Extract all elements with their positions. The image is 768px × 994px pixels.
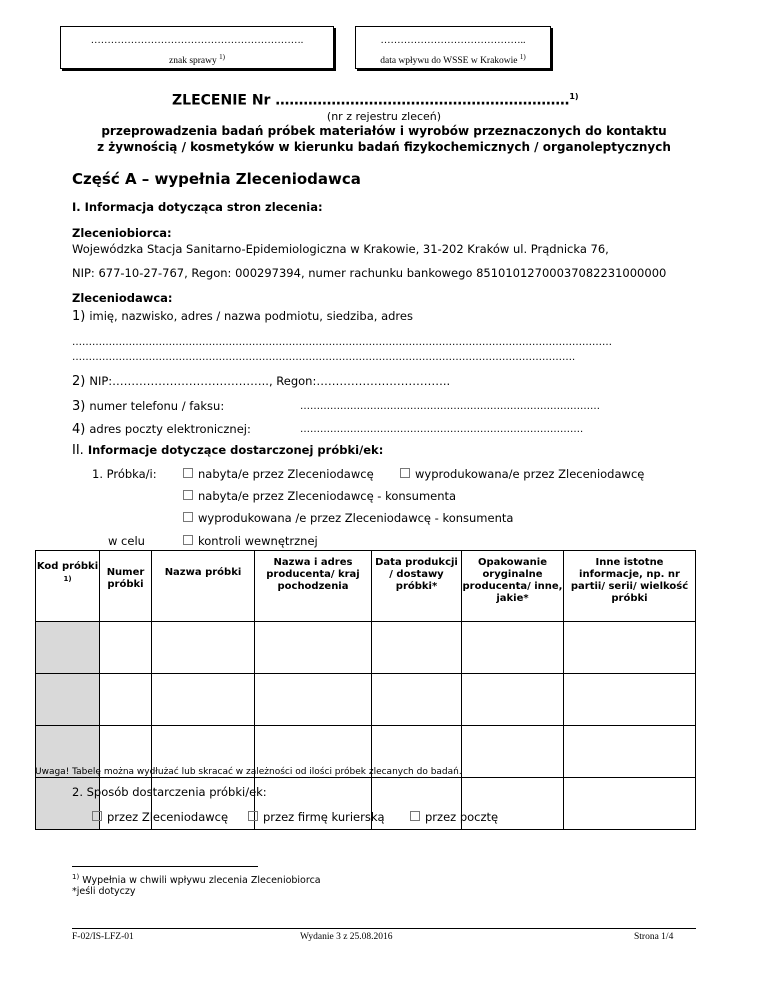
header-sample-name: Nazwa próbki xyxy=(152,551,255,622)
footer-page-number: Strona 1/4 xyxy=(634,932,674,942)
checkbox[interactable] xyxy=(183,490,193,500)
recipient-label: Zleceniobiorca: xyxy=(72,226,172,240)
table-cell[interactable] xyxy=(372,622,462,674)
option-purchased-by-consumer[interactable]: nabyta/e przez Zleceniodawcę - konsumenta xyxy=(183,489,456,503)
order-subtitle-2: z żywnością / kosmetyków w kierunku badań fizykochemicznych / organoleptycznych xyxy=(97,140,671,154)
table-cell[interactable] xyxy=(152,674,255,726)
table-cell[interactable] xyxy=(255,622,372,674)
table-cell[interactable] xyxy=(564,674,696,726)
table-header-row xyxy=(36,551,696,622)
receipt-date-box[interactable] xyxy=(355,26,551,69)
footer-divider xyxy=(72,928,696,929)
delivery-by-courier[interactable]: przez firmę kurierską xyxy=(248,810,385,824)
option-produced-by-consumer[interactable]: wyprodukowana /e przez Zleceniodawcę - konsumenta xyxy=(183,511,513,525)
phone-field[interactable]: ……………………………………………………………………………… xyxy=(300,401,600,412)
client-name-field-line1[interactable]: ……………………………………………………………………………………………………………………………………………… xyxy=(72,337,612,348)
table-cell[interactable] xyxy=(255,674,372,726)
recipient-address: Wojewódzka Stacja Sanitarno-Epidemiologiczna w Krakowie, 31-202 Kraków ul. Prądnicka 76, xyxy=(72,242,609,256)
footer-form-code: F-02/IS-LFZ-01 xyxy=(72,932,134,942)
option-purchased-by-client[interactable]: nabyta/e przez Zleceniodawcę xyxy=(183,467,374,481)
table-cell[interactable] xyxy=(564,778,696,830)
case-number-box[interactable] xyxy=(60,26,334,69)
nip-regon-field[interactable]: 2) NIP:………………………………….., Regon:…………………………….. xyxy=(72,374,451,389)
receipt-date-label: data wpływu do WSSE w Krakowie $^{1)}$ xyxy=(380,53,526,67)
table-cell[interactable] xyxy=(462,674,564,726)
header-sample-number: Numer próbki xyxy=(100,551,152,622)
sample-label: 1. Próbka/i: xyxy=(92,467,157,481)
client-name-field-line2[interactable]: ……………………………………………………………………………………………………………………………………. xyxy=(72,352,576,363)
footer-edition: Wydanie 3 z 25.08.2016 xyxy=(300,932,393,942)
checkbox[interactable] xyxy=(92,811,102,821)
recipient-ids: NIP: 677-10-27-767, Regon: 000297394, numer rachunku bankowego 85101012700037082231000000 xyxy=(72,266,667,280)
table-cell[interactable] xyxy=(462,726,564,778)
checkbox[interactable] xyxy=(183,468,193,478)
table-row xyxy=(36,622,696,674)
email-item: 4) adres poczty elektronicznej: xyxy=(72,422,251,437)
table-row xyxy=(36,674,696,726)
footnote-divider xyxy=(72,866,258,867)
purpose-label: w celu xyxy=(108,534,145,548)
delivery-by-client[interactable]: przez Zleceniodawcę xyxy=(92,810,228,824)
table-cell[interactable] xyxy=(100,622,152,674)
client-name-item: 1) imię, nazwisko, adres / nazwa podmiotu, siedziba, adres xyxy=(72,309,413,324)
cell-code xyxy=(36,674,100,726)
delivery-heading: 2. Sposób dostarczenia próbki/ek: xyxy=(72,785,267,799)
delivery-by-post[interactable]: przez pocztę xyxy=(410,810,498,824)
section-1-heading: I. Informacja dotycząca stron zlecenia: xyxy=(72,200,323,214)
header-producer: Nazwa i adres producenta/ kraj pochodzenia xyxy=(255,551,372,622)
receipt-date-dots: …………………………………….. xyxy=(380,35,526,46)
table-note: Uwaga! Tabelę można wydłużać lub skracać w zależności od ilości próbek zlecanych do badań. xyxy=(35,767,462,777)
table-cell[interactable] xyxy=(152,622,255,674)
header-production-date: Data produkcji / dostawy próbki* xyxy=(372,551,462,622)
checkbox[interactable] xyxy=(410,811,420,821)
footnote-1: $^{1)}$ Wypełnia w chwili wpływu zlecenia Zleceniobiorca xyxy=(72,873,321,887)
registry-note: (nr z rejestru zleceń) xyxy=(326,110,442,123)
client-label: Zleceniodawca: xyxy=(72,291,173,305)
header-packaging: Opakowanie oryginalne producenta/ inne, jakie* xyxy=(462,551,564,622)
case-number-dots: ………………………………………………………. xyxy=(90,35,304,46)
email-field[interactable]: …………………………………………………………………………. xyxy=(300,424,584,435)
table-cell[interactable] xyxy=(372,674,462,726)
order-title: ZLECENIE Nr ………………………………………………………$^{1)}$ xyxy=(172,92,579,109)
table-cell[interactable] xyxy=(564,622,696,674)
footnote-2: *jeśli dotyczy xyxy=(72,886,136,897)
table-cell[interactable] xyxy=(564,726,696,778)
part-a-heading: Część A – wypełnia Zleceniodawca xyxy=(72,170,361,188)
case-number-label: znak sprawy $^{1)}$ xyxy=(169,53,225,67)
option-internal-control[interactable]: kontroli wewnętrznej xyxy=(183,534,318,548)
order-subtitle-1: przeprowadzenia badań próbek materiałów i wyrobów przeznaczonych do kontaktu xyxy=(101,124,667,138)
checkbox[interactable] xyxy=(400,468,410,478)
table-cell[interactable] xyxy=(462,622,564,674)
option-produced-by-client[interactable]: wyprodukowana/e przez Zleceniodawcę xyxy=(400,467,644,481)
cell-code xyxy=(36,622,100,674)
phone-item: 3) numer telefonu / faksu: xyxy=(72,399,225,414)
table-cell[interactable] xyxy=(100,674,152,726)
checkbox[interactable] xyxy=(248,811,258,821)
header-sample-code: Kod próbki $^{1)}$ xyxy=(36,551,100,622)
checkbox[interactable] xyxy=(183,535,193,545)
checkbox[interactable] xyxy=(183,512,193,522)
section-2-heading: II. Informacje dotyczące dostarczonej próbki/ek: xyxy=(72,443,384,458)
header-other-info: Inne istotne informacje, np. nr partii/ serii/ wielkość próbki xyxy=(564,551,696,622)
